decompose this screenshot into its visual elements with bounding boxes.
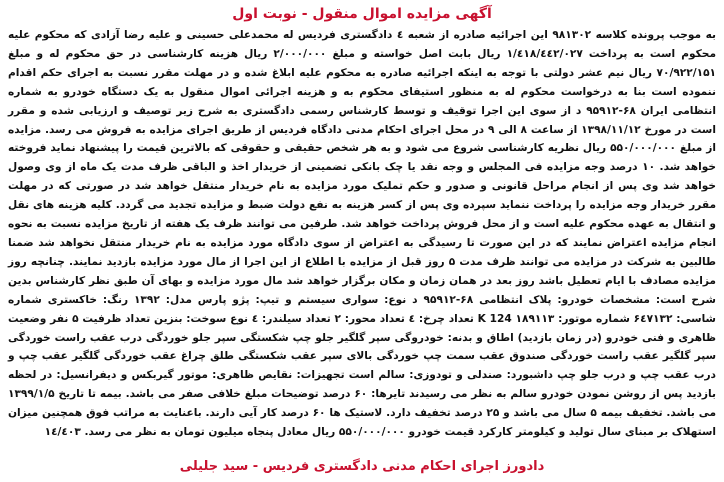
notice-body: به موجب پرونده کلاسه ۹۸۱۳۰۲ این اجرائیه صادره از شعبه ٤ دادگستری فردیس له محمدعلی حسینی و علیه رضا آزادی که محکوم علیه محکوم است به پرداخت ۱/٤۱۸/٤٤۲/۰۲۷ ریال بابت اصل خواسته و مبلغ ۲/۰۰۰/۰۰۰ ریال هزینه کارشناسی در حق محکوم له و مبلغ ۷۰/۹۲۲/۱۵۱ ریال نیم عشر دولتی با توجه به اینکه اجرائیه صادره به محکوم علیه ابلاغ شده و در مهلت مقرر نسبت به اجرای حکم اقدام ننموده است بنا به درخواست محکوم له به منظور استیفای محکوم به و هزینه اجرائی اموال منقول به یک دستگاه خودرو به شماره انتظامی ایران ۶۸-۹۵۹۱۲ د از سوی این اجرا توقیف و توسط کارشناس رسمی دادگستری به شرح زیر توصیف و ارزیابی شده و مقرر است در مورخ ۱۳۹۸/۱۱/۱۲ از ساعت ۸ الی ۹ در محل اجرای احکام مدنی دادگاه فردیس از طریق اجرای مزایده به فروش می رسد. مزایده از مبلغ ۵۵۰/۰۰۰/۰۰۰ ریال نظریه کارشناسی شروع می شود و به هر شخص حقیقی و حقوقی که بالاترین قیمت را پیشنهاد نماید فروخته خواهد شد. ۱۰ درصد وجه مزایده فی المجلس و وجه نقد یا چک بانکی تضمینی از خریدار اخذ و الباقی ظرف مدت یک ماه از وی وصول خواهد شد وی پس از انجام مراحل قانونی و صدور و حکم تملیک مورد مزایده به نام خریدار منتقل خواهد شد در صورتی که در مهلت مقرر خریدار وجه مزایده را پرداخت ننماید سپرده وی پس از کسر هزینه به نفع دولت ضبط و مزایده تجدید می گردد. کلیه هزینه های نقل و انتقال به عهده محکوم علیه است و از محل فروش پرداخت خواهد شد. طرفین می توانند ظرف یک هفته از تاریخ مزایده نسبت به نحوه انجام مزایده اعتراض نمایند که در این صورت تا رسیدگی به اعتراض از سوی دادگاه مورد مزایده به نام خریدار منتقل نخواهد شد ضمنا طالبین به شرکت در مزایده می توانند ظرف مدت ۵ روز قبل از مزایده با اطلاع از این اجرا از مال مورد مزایده بازدید نمایند. چنانچه روز مزایده مصادف با ایام تعطیل باشد روز بعد در همان زمان و مکان برگزار خواهد شد مال مورد مزایده و بهای آن طبق نظر کارشناس بدین شرح است: مشخصات خودرو: پلاک انتظامی ۶۸-۹۵۹۱۲ د نوع: سواری سیستم و تیپ: پژو پارس مدل: ۱۳۹۲ رنگ: خاکستری شماره شاسی: ۶٤۷۱۳۲ شماره موتور: ۱۸۹۱۱۳ 124 K تعداد چرخ: ٤ تعداد محور: ۲ تعداد سیلندر: ٤ نوع سوخت: بنزین تعداد ظرفیت ۵ نفر وضعیت ظاهری و فنی خودرو (در زمان بازدید) اطاق و بدنه: خودروگی سپر گلگیر جلو چپ شکستگی سپر جلو خوردگی درب عقب راست خوردگی سپر گلگیر عقب راست خوردگی صندوق عقب سمت چپ خوردگی بالای سپر عقب شکستگی طلق چراغ عقب خوردگی گلگیر عقب چپ و درب عقب چپ و درب جلو چپ داشبورد: صندلی و تودوزی: سالم است تجهیزات: نقایص ظاهری: موتور گیربکس و دیفرانسیل: در لحظه بازدید پس از روشن نمودن خودرو سالم به نظر می رسیدند تایرها: ۶۰ درصد توضیحات مبلغ خلافی صفر می باشد. بیمه تا تاریخ ۱۳۹۹/۱/۵ می باشد. تخفیف بیمه ۵ سال می باشد و ۲۵ درصد تخفیف دارد. لاستیک ها ۶۰ درصد کار آیی دارند. باعنایت به مراتب فوق همچنین میزان استهلاک بر مبنای سال تولید و کیلومتر کارکرد قیمت خودرو ۵۵۰/۰۰۰/۰۰۰ ریال معادل پنجاه میلیون تومان به نظر می رسد. ۱٤/٤۰۳ — [8, 29, 717, 439]
notice-title: آگهی مزایده اموال منقول - نوبت اول — [232, 6, 492, 22]
notice-signature: دادورز اجرای احکام مدنی دادگستری فردیس - سید جلیلی — [179, 459, 545, 474]
